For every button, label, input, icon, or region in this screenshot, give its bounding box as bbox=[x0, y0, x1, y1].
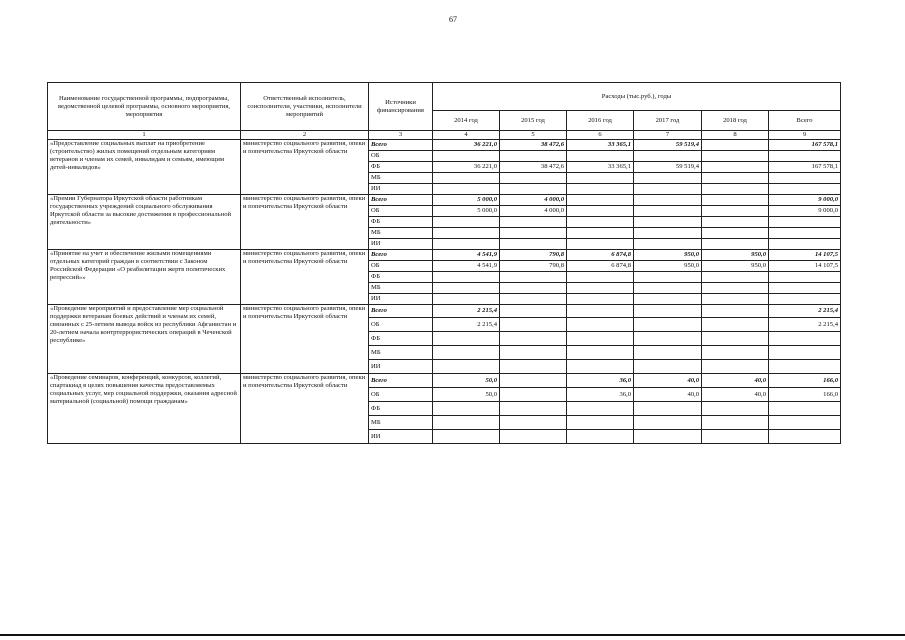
year-value bbox=[567, 430, 634, 444]
table-body bbox=[48, 140, 841, 444]
year-value bbox=[433, 332, 500, 346]
total-value: 14 107,5 bbox=[769, 250, 841, 261]
year-value bbox=[500, 402, 567, 416]
total-value bbox=[769, 402, 841, 416]
year-value bbox=[500, 305, 567, 318]
column-number: 6 bbox=[567, 131, 634, 140]
year-value bbox=[634, 283, 702, 294]
funding-source: Всего bbox=[369, 305, 433, 318]
year-value bbox=[500, 360, 567, 374]
header-expenses: Расходы (тыс.руб.), годы bbox=[433, 83, 841, 111]
year-value bbox=[567, 206, 634, 217]
total-value bbox=[769, 239, 841, 250]
funding-source: Всего bbox=[369, 140, 433, 151]
total-value bbox=[769, 416, 841, 430]
table-row bbox=[48, 374, 841, 388]
year-value: 4 541,9 bbox=[433, 250, 500, 261]
total-value bbox=[769, 346, 841, 360]
page-bottom-edge bbox=[0, 634, 905, 636]
year-value: 950,0 bbox=[702, 250, 769, 261]
year-value: 59 519,4 bbox=[634, 140, 702, 151]
total-value: 9 000,0 bbox=[769, 206, 841, 217]
year-value bbox=[567, 283, 634, 294]
year-value bbox=[567, 402, 634, 416]
table-row bbox=[48, 250, 841, 261]
total-value bbox=[769, 272, 841, 283]
year-value bbox=[433, 402, 500, 416]
year-value: 5 000,0 bbox=[433, 195, 500, 206]
year-value bbox=[500, 239, 567, 250]
year-value bbox=[500, 388, 567, 402]
funding-source: МБ bbox=[369, 173, 433, 184]
year-value bbox=[634, 184, 702, 195]
header-year: 2017 год bbox=[634, 111, 702, 131]
year-value bbox=[567, 239, 634, 250]
column-numbers-row bbox=[48, 131, 841, 140]
year-value bbox=[567, 360, 634, 374]
year-value bbox=[500, 346, 567, 360]
year-value bbox=[500, 173, 567, 184]
total-value bbox=[769, 151, 841, 162]
total-value bbox=[769, 184, 841, 195]
year-value: 790,8 bbox=[500, 250, 567, 261]
year-value bbox=[634, 430, 702, 444]
year-value bbox=[567, 305, 634, 318]
year-value bbox=[433, 346, 500, 360]
year-value: 59 519,4 bbox=[634, 162, 702, 173]
activity-executor: министерство социального развития, опеки и попечительства Иркутской области bbox=[241, 195, 369, 250]
total-value bbox=[769, 332, 841, 346]
year-value bbox=[702, 184, 769, 195]
funding-source: ФБ bbox=[369, 162, 433, 173]
year-value bbox=[567, 184, 634, 195]
year-value bbox=[702, 402, 769, 416]
year-value: 33 365,1 bbox=[567, 162, 634, 173]
header-year: 2015 год bbox=[500, 111, 567, 131]
year-value bbox=[634, 195, 702, 206]
year-value bbox=[634, 332, 702, 346]
year-value bbox=[702, 239, 769, 250]
year-value bbox=[702, 228, 769, 239]
year-value bbox=[500, 374, 567, 388]
year-value bbox=[634, 294, 702, 305]
column-number: 4 bbox=[433, 131, 500, 140]
year-value bbox=[433, 283, 500, 294]
funding-source: МБ bbox=[369, 228, 433, 239]
year-value bbox=[567, 346, 634, 360]
year-value bbox=[433, 173, 500, 184]
year-value bbox=[702, 217, 769, 228]
funding-source: ФБ bbox=[369, 332, 433, 346]
year-value bbox=[634, 346, 702, 360]
funding-source: Всего bbox=[369, 250, 433, 261]
budget-table bbox=[47, 82, 841, 444]
header-total: Всего bbox=[769, 111, 841, 131]
year-value: 4 000,0 bbox=[500, 195, 567, 206]
funding-source: ИИ bbox=[369, 430, 433, 444]
year-value: 40,0 bbox=[634, 374, 702, 388]
header-year: 2016 год bbox=[567, 111, 634, 131]
total-value: 167 578,1 bbox=[769, 140, 841, 151]
year-value bbox=[634, 318, 702, 332]
funding-source: ФБ bbox=[369, 272, 433, 283]
year-value bbox=[500, 430, 567, 444]
header-name: Наименование государственной программы, подпрограммы, ведомственной целевой программы, основного мероприятия, мероприятия bbox=[48, 83, 241, 131]
year-value: 40,0 bbox=[702, 388, 769, 402]
year-value bbox=[634, 217, 702, 228]
total-value bbox=[769, 294, 841, 305]
activity-executor: министерство социального развития, опеки и попечительства Иркутской области bbox=[241, 305, 369, 374]
total-value: 9 000,0 bbox=[769, 195, 841, 206]
total-value: 2 215,4 bbox=[769, 318, 841, 332]
funding-source: ИИ bbox=[369, 294, 433, 305]
year-value bbox=[702, 195, 769, 206]
year-value bbox=[702, 173, 769, 184]
year-value bbox=[500, 151, 567, 162]
year-value bbox=[433, 430, 500, 444]
funding-source: МБ bbox=[369, 283, 433, 294]
header-year: 2014 год bbox=[433, 111, 500, 131]
table-row bbox=[48, 305, 841, 318]
year-value bbox=[702, 360, 769, 374]
year-value bbox=[702, 162, 769, 173]
year-value: 36 221,0 bbox=[433, 162, 500, 173]
year-value bbox=[702, 318, 769, 332]
header-year: 2018 год bbox=[702, 111, 769, 131]
header-executor: Ответственный исполнитель, соисполнители, участники, исполнители мероприятий bbox=[241, 83, 369, 131]
column-number: 3 bbox=[369, 131, 433, 140]
year-value bbox=[702, 294, 769, 305]
total-value: 166,0 bbox=[769, 374, 841, 388]
funding-source: ФБ bbox=[369, 402, 433, 416]
year-value bbox=[634, 239, 702, 250]
funding-source: ИИ bbox=[369, 360, 433, 374]
page-number: 67 bbox=[449, 15, 457, 24]
year-value bbox=[634, 228, 702, 239]
year-value bbox=[433, 294, 500, 305]
year-value bbox=[634, 360, 702, 374]
year-value bbox=[500, 416, 567, 430]
year-value bbox=[567, 228, 634, 239]
year-value bbox=[702, 151, 769, 162]
year-value bbox=[433, 228, 500, 239]
activity-name: «Предоставление социальных выплат на приобретение (строительство) жилых помещений отдельным категориям ветеранов и членам их семей, инвалидам и семьям, имеющим детей-инвалидов» bbox=[48, 140, 241, 195]
total-value: 166,0 bbox=[769, 388, 841, 402]
funding-source: ОБ bbox=[369, 318, 433, 332]
year-value: 4 541,9 bbox=[433, 261, 500, 272]
year-value bbox=[500, 272, 567, 283]
year-value bbox=[500, 332, 567, 346]
year-value bbox=[567, 416, 634, 430]
total-value: 167 578,1 bbox=[769, 162, 841, 173]
year-value: 33 365,1 bbox=[567, 140, 634, 151]
activity-executor: министерство социального развития, опеки и попечительства Иркутской области bbox=[241, 140, 369, 195]
year-value: 36,0 bbox=[567, 374, 634, 388]
year-value bbox=[634, 402, 702, 416]
funding-source: ОБ bbox=[369, 151, 433, 162]
funding-source: Всего bbox=[369, 374, 433, 388]
year-value bbox=[702, 332, 769, 346]
activity-executor: министерство социального развития, опеки и попечительства Иркутской области bbox=[241, 250, 369, 305]
funding-source: ИИ bbox=[369, 184, 433, 195]
activity-name: «Проведение мероприятий и предоставление мер социальной поддержки ветеранам боевых действий и членам их семей, связанных с 25-летием вывода войск из республики Афганистан и 20-летием начала контртеррористических операций в Чеченской республике» bbox=[48, 305, 241, 374]
year-value bbox=[567, 294, 634, 305]
year-value bbox=[500, 294, 567, 305]
activity-name: «Проведение семинаров, конференций, конкурсов, коллегий, спартакиад в целях повышения качества предоставляемых социальных услуг, мер социальной поддержки, оказания адресной материальной (социальной) помощи гражданам» bbox=[48, 374, 241, 444]
funding-source: ОБ bbox=[369, 206, 433, 217]
year-value bbox=[702, 140, 769, 151]
year-value bbox=[634, 305, 702, 318]
year-value bbox=[634, 416, 702, 430]
year-value: 36,0 bbox=[567, 388, 634, 402]
year-value: 38 472,6 bbox=[500, 140, 567, 151]
year-value bbox=[500, 217, 567, 228]
year-value bbox=[433, 239, 500, 250]
funding-source: МБ bbox=[369, 346, 433, 360]
year-value: 50,0 bbox=[433, 388, 500, 402]
column-number: 8 bbox=[702, 131, 769, 140]
year-value bbox=[433, 416, 500, 430]
funding-source: ОБ bbox=[369, 388, 433, 402]
year-value bbox=[567, 272, 634, 283]
total-value bbox=[769, 283, 841, 294]
total-value bbox=[769, 217, 841, 228]
total-value: 2 215,4 bbox=[769, 305, 841, 318]
activity-executor: министерство социального развития, опеки и попечительства Иркутской области bbox=[241, 374, 369, 444]
funding-source: ИИ bbox=[369, 239, 433, 250]
year-value bbox=[567, 332, 634, 346]
year-value: 2 215,4 bbox=[433, 318, 500, 332]
year-value: 5 000,0 bbox=[433, 206, 500, 217]
funding-source: ОБ bbox=[369, 261, 433, 272]
year-value bbox=[567, 318, 634, 332]
year-value bbox=[634, 206, 702, 217]
year-value bbox=[500, 228, 567, 239]
header-source: Источники финансирования bbox=[369, 83, 433, 131]
year-value: 40,0 bbox=[634, 388, 702, 402]
column-number: 5 bbox=[500, 131, 567, 140]
column-number: 1 bbox=[48, 131, 241, 140]
year-value bbox=[567, 217, 634, 228]
funding-source: ФБ bbox=[369, 217, 433, 228]
year-value bbox=[702, 430, 769, 444]
total-value: 14 107,5 bbox=[769, 261, 841, 272]
year-value bbox=[567, 151, 634, 162]
year-value: 50,0 bbox=[433, 374, 500, 388]
year-value bbox=[634, 272, 702, 283]
year-value bbox=[433, 151, 500, 162]
year-value bbox=[433, 217, 500, 228]
column-number: 2 bbox=[241, 131, 369, 140]
year-value: 36 221,0 bbox=[433, 140, 500, 151]
year-value bbox=[702, 283, 769, 294]
year-value bbox=[500, 283, 567, 294]
funding-source: МБ bbox=[369, 416, 433, 430]
year-value: 2 215,4 bbox=[433, 305, 500, 318]
year-value bbox=[634, 151, 702, 162]
year-value bbox=[634, 173, 702, 184]
year-value: 6 874,8 bbox=[567, 250, 634, 261]
year-value: 38 472,6 bbox=[500, 162, 567, 173]
activity-name: «Принятие на учет и обеспечение жилыми помещениями отдельных категорий граждан в соответствии с Законом Российской Федерации «О реабилитации жертв политических репрессий»» bbox=[48, 250, 241, 305]
year-value bbox=[500, 318, 567, 332]
year-value bbox=[702, 272, 769, 283]
year-value: 950,0 bbox=[634, 250, 702, 261]
year-value bbox=[702, 305, 769, 318]
year-value bbox=[567, 195, 634, 206]
year-value bbox=[702, 346, 769, 360]
year-value: 4 000,0 bbox=[500, 206, 567, 217]
year-value: 40,0 bbox=[702, 374, 769, 388]
total-value bbox=[769, 173, 841, 184]
total-value bbox=[769, 430, 841, 444]
year-value bbox=[433, 360, 500, 374]
year-value: 6 874,8 bbox=[567, 261, 634, 272]
table-row bbox=[48, 195, 841, 206]
year-value bbox=[702, 416, 769, 430]
funding-source: Всего bbox=[369, 195, 433, 206]
total-value bbox=[769, 228, 841, 239]
year-value bbox=[702, 206, 769, 217]
year-value bbox=[567, 173, 634, 184]
year-value: 950,0 bbox=[702, 261, 769, 272]
table-row bbox=[48, 140, 841, 151]
total-value bbox=[769, 360, 841, 374]
column-number: 9 bbox=[769, 131, 841, 140]
activity-name: «Премии Губернатора Иркутской области работникам государственных учреждений социального обслуживания Иркутской области за высокие достижения в профессиональной деятельности» bbox=[48, 195, 241, 250]
year-value bbox=[500, 184, 567, 195]
year-value bbox=[433, 272, 500, 283]
year-value: 950,0 bbox=[634, 261, 702, 272]
column-number: 7 bbox=[634, 131, 702, 140]
year-value bbox=[433, 184, 500, 195]
year-value: 790,8 bbox=[500, 261, 567, 272]
